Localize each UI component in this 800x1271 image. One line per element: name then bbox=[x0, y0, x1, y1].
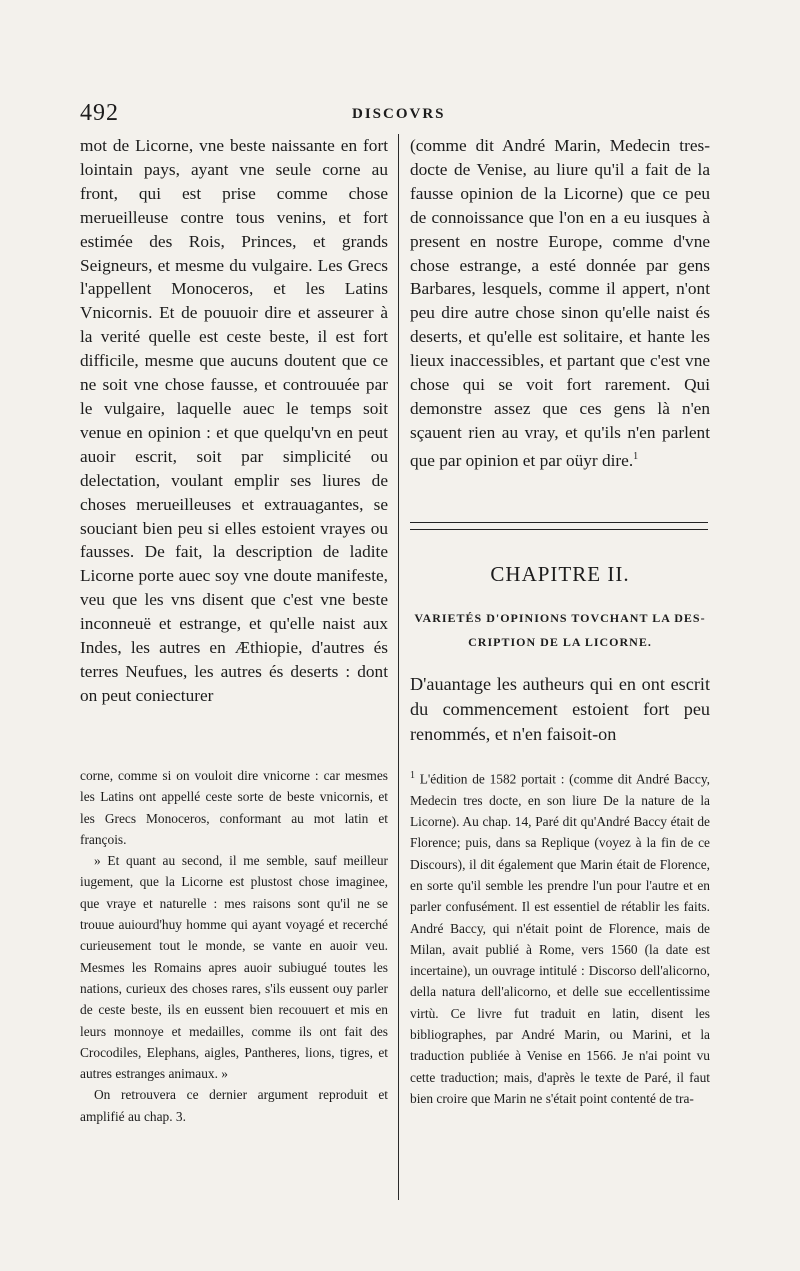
footnote-paragraph bbox=[410, 765, 710, 1109]
left-note-paragraph-3: On retrouvera ce dernier argument reproduit et amplifié au chap. 3. bbox=[80, 1087, 388, 1124]
left-note-paragraph-2: » Et quant au second, il me semble, sauf meilleur iugement, que la Licorne est plustost chose imaginee, que vraye et naturelle : mes raisons sont qu'il ne se trouue auiourd'huy homme qui ayant voyagé et recerché curieusement tout le monde, se vante en auoir veu. Mesmes les Romains apres auoir subiugué toutes les nations, curieux des choses rares, s'ils eussent ouy parler de ceste beste, ils en eussent bien recouuert et mis en leurs monnoye et medailles, comme ils ont fait des Crocodiles, Elephans, aigles, Pantheres, lions, tigres, et autres estranges animaux. » bbox=[80, 853, 388, 1082]
footnote-text: L'édition de 1582 portait : (comme dit André Baccy, Medecin tres docte, en son liure De la nature de la Licorne). Au chap. 14, Paré dit qu'André Baccy était de Florence; puis, dans sa Replique (voyez à la fin de ce Discours), il dit également que Marin était de Florence, en sorte qu'il semble les prendre l'un pour l'autre et en parler confusément. Il est essentiel de rétablir les faits. André Baccy, qui n'était point de Florence, mais de Milan, avait publié à Rome, vers 1560 (la date est incertaine), un ouvrage intitulé : Discorso dell'alicorno, della natura dell'alicorno, et delle sue eccellentissime virtù. Ce livre fut traduit en latin, disent les bibliographes, par André Marin, ou Marini, et la traduction publiée à Venise en 1566. Je n'ai point vu cette traduction; mais, d'après le texte de Paré, il faut bien croire que Marin ne s'était point contenté de tra- bbox=[410, 771, 710, 1106]
right-main-text: (comme dit André Marin, Medecin tres-docte de Venise, au liure qu'il a fait de la fausse opinion de la Licorne) que ce peu de connoissance que l'on en a eu iusques à present en nostre Europe, comme d'vne chose estrange, a esté donnée par gens Barbares, lesquels, comme il appert, n'ont peu dire autre chose sinon qu'elle naist és deserts, et qu'elle est solitaire, et hante les lieux inaccessibles, et partant que c'est vne chose qui se voit fort rarement. Qui demonstre assez que ces gens là n'en sçauent rien au vray, et qu'ils n'en parlent que par opinion et par oüyr dire. bbox=[410, 136, 710, 470]
chapter-subtitle-line-2: CRIPTION DE LA LICORNE. bbox=[468, 635, 652, 649]
column-divider bbox=[398, 134, 399, 1200]
running-head bbox=[80, 100, 720, 132]
chapter-body bbox=[410, 672, 710, 748]
right-column-main bbox=[410, 134, 710, 494]
left-column-notes bbox=[80, 765, 388, 1185]
left-note-paragraph-1: corne, comme si on vouloit dire vnicorne : car mesmes les Latins ont appellé ceste sorte de beste vnicornis, et les Grecs Monoceros, conformant au mot latin et françois. bbox=[80, 768, 388, 847]
chapter-title: CHAPITRE II. bbox=[490, 562, 630, 586]
footnote-marker: 1 bbox=[633, 450, 639, 462]
left-main-text: mot de Licorne, vne beste naissante en fort lointain pays, ayant vne seule corne au front, qui est prise comme chose merueilleuse contre tous venins, et fort estimée des Rois, Princes, et grands Seigneurs, et mesme du vulgaire. Les Grecs l'appellent Monoceros, et les Latins Vnicornis. Et de pouuoir dire et asseurer à la verité quelle est ceste beste, il est fort difficile, mesme que aucuns doutent que ce ne soit vne chose fausse, et controuuée par le vulgaire, laquelle auec le temps soit venue en opinion : et que quelqu'vn en peut auoir escrit, soit par simplicité ou delectation, voulant emplir ses liures de choses merueilleuses et extrauagantes, se souciant bien peu si elles estoient vrayes ou fausses. De fait, la description de ladite Licorne porte auec soy vne doute manifeste, veu que les vns disent que c'est vne beste inconneuë et estrange, et qu'elle naist aux Indes, les autres en Æthiopie, d'autres és terres Neufues, les autres és deserts : dont on peut coniecturer bbox=[80, 136, 388, 705]
left-column-main bbox=[80, 134, 388, 746]
chapter-subtitle-line-1: VARIETÉS D'OPINIONS TOVCHANT LA DES- bbox=[414, 611, 706, 625]
chapter-body-text: D'auantage les autheurs qui en ont escrit du commencement estoient fort peu renommés, et n'en faisoit-on bbox=[410, 674, 710, 744]
running-title: DISCOVRS bbox=[352, 106, 446, 122]
chapter-separator-rule bbox=[410, 522, 708, 530]
page-number: 492 bbox=[80, 100, 119, 126]
right-footnote bbox=[410, 765, 710, 1185]
footnote-number: 1 bbox=[410, 770, 415, 781]
chapter-subtitle bbox=[410, 606, 710, 654]
right-main-paragraph bbox=[410, 134, 710, 472]
